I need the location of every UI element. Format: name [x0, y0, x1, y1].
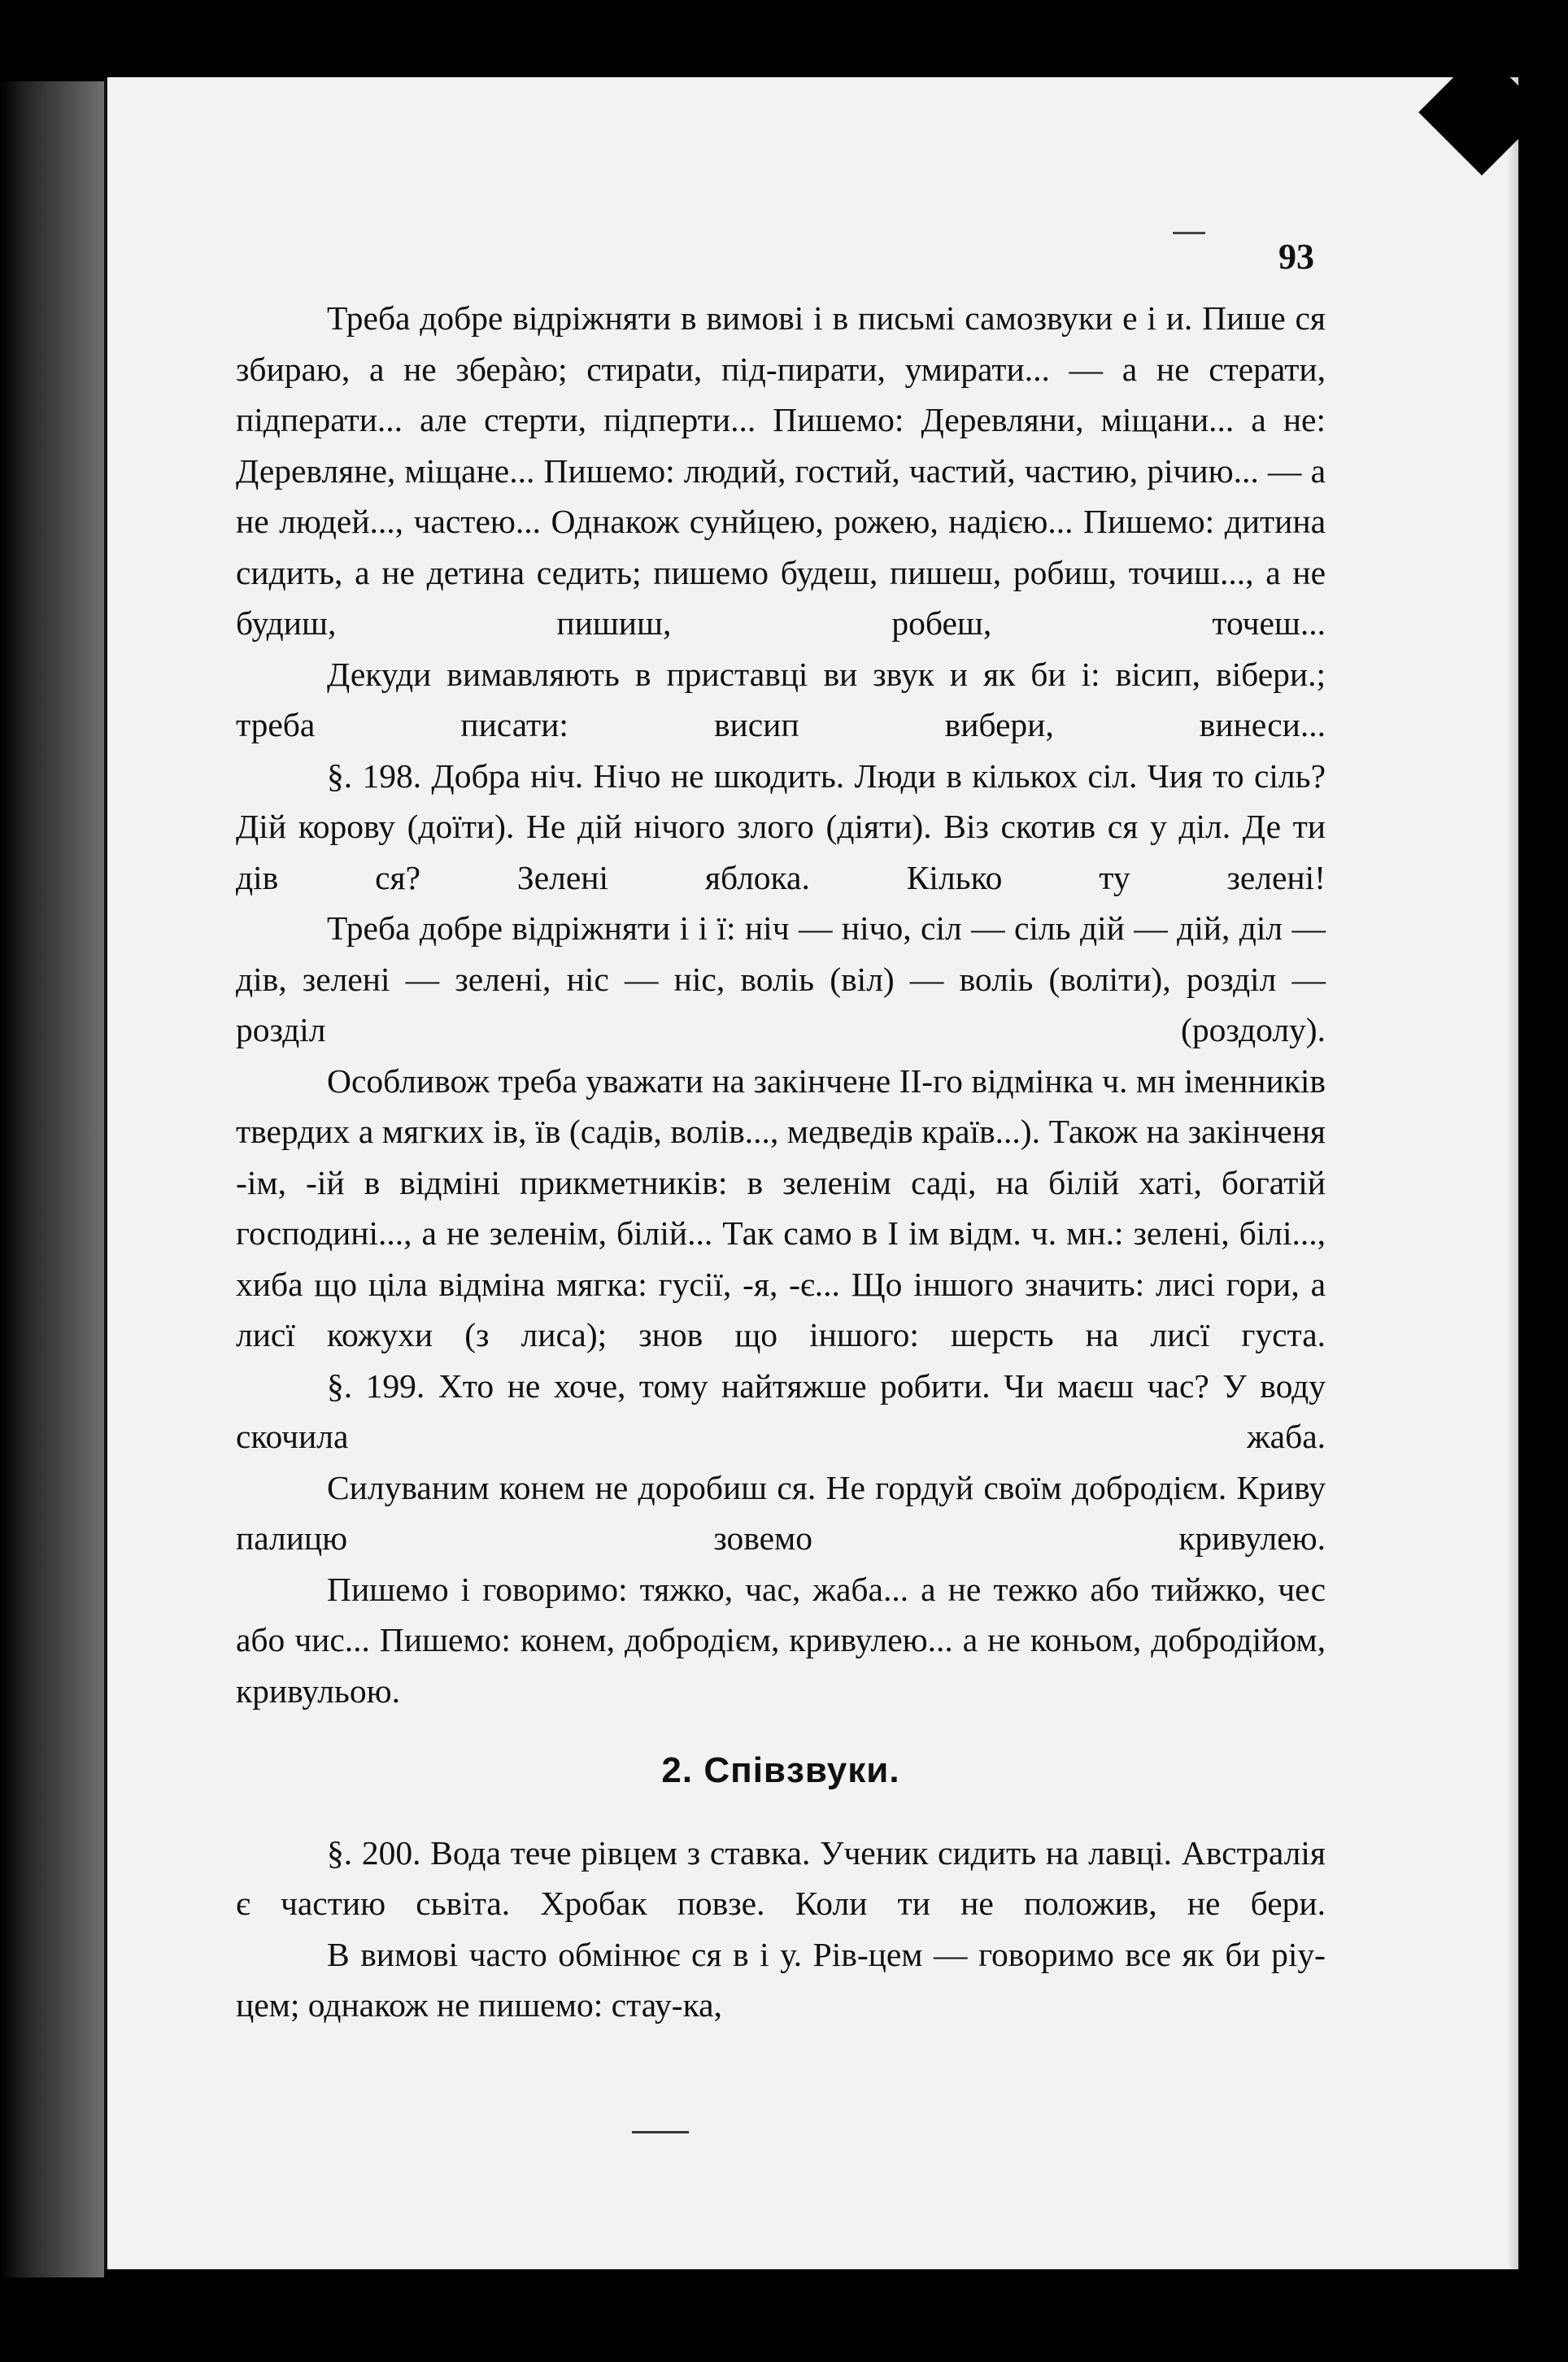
paragraph: Декуди вимавляють в приставці ви звук и як би і: вісип, вібери.; треба писати: висип вибери, винеси... [236, 655, 1326, 743]
paragraph: Треба добре відріжняти і і ї: ніч — нічо, сіл — сіль дій — дій, діл — дів, зелені — зелені, ніс — ніс, воліь (віл) — воліь (воліти), розділ — розділ (роздолу). [236, 909, 1326, 1048]
footer-rule [632, 2131, 689, 2133]
book-page [104, 77, 1518, 2269]
section-heading: 2. Співзвуки. [661, 1750, 900, 1790]
page-number: 93 [1278, 237, 1314, 277]
folded-corner [1418, 77, 1518, 176]
paragraph: Треба добре відріжняти в вимові і в письмі самозвуки е і и. Пише ся збираю, а не зберàю; стираtи, під-пирати, умирати... — а не стерати, підперати... але стерти, підперти... Пишемо: Деревляни, міщани... а не: Деревляне, міщане... Пишемо: людий, гостий, частий, частию, річию... — а не людей..., частею... Однакож сунйцею, рожею, надією... Пишемо: дитина сидить, а не детина седить; пишемо будеш, пишеш, робиш, точиш..., а не будиш, пишиш, робеш, точеш... [236, 299, 1326, 642]
ink-mark [1173, 232, 1205, 234]
scan-background-left [0, 81, 104, 2277]
paragraph: В вимові часто обмінює ся в і у. Рів-цем — говоримо все як би ріу-цем; однакож не пишемо: стау-ка, [236, 1935, 1326, 2024]
paragraph: Пишемо і говоримо: тяжко, час, жаба... а не тежко або тийжко, чес або чис... Пишемо: конем, добродієм, кривулею... а не коньом, добродійом, кривульою. [236, 1570, 1326, 1710]
paragraph: §. 199. Хто не хоче, тому найтяжше робити. Чи маєш час? У воду скочила жаба. [236, 1366, 1326, 1455]
paragraph: Особливож треба уважати на закінчене II-го відмінка ч. мн іменників твердих а мягких ів, їв (садів, волів..., медведів країв...). Також на закінченя -ім, -ій в відміні прикметників: в зеленім саді, на білій хаті, богатій господині..., а не зеленім, білій... Так само в I ім відм. ч. мн.: зелені, білі..., хиба що ціла відміна мягка: гусії, -я, -є... Що іншого значить: лисі гори, а лисї кожухи (з лиса); знов що іншого: шерсть на лисї густа. [236, 1061, 1326, 1353]
paragraph: §. 200. Вода тече рівцем з ставка. Ученик сидить на лавці. Австралія є частию сьвіта. Хробак повзе. Коли ти не положив, не бери. [236, 1833, 1326, 1922]
page-body [236, 293, 1326, 2031]
paragraph: §. 198. Добра ніч. Нічо не шкодить. Люди в кількох сіл. Чия то сіль? Дій корову (доїти). Не дій нічого злого (діяти). Віз скотив ся у діл. Де ти дів ся? Зелені яблока. Кілько ту зелені! [236, 756, 1326, 896]
paragraph: Силуваним конем не доробиш ся. Не гордуй своїм добродієм. Криву палицю зовемо кривулею. [236, 1468, 1326, 1557]
page-edge [1507, 77, 1518, 2269]
